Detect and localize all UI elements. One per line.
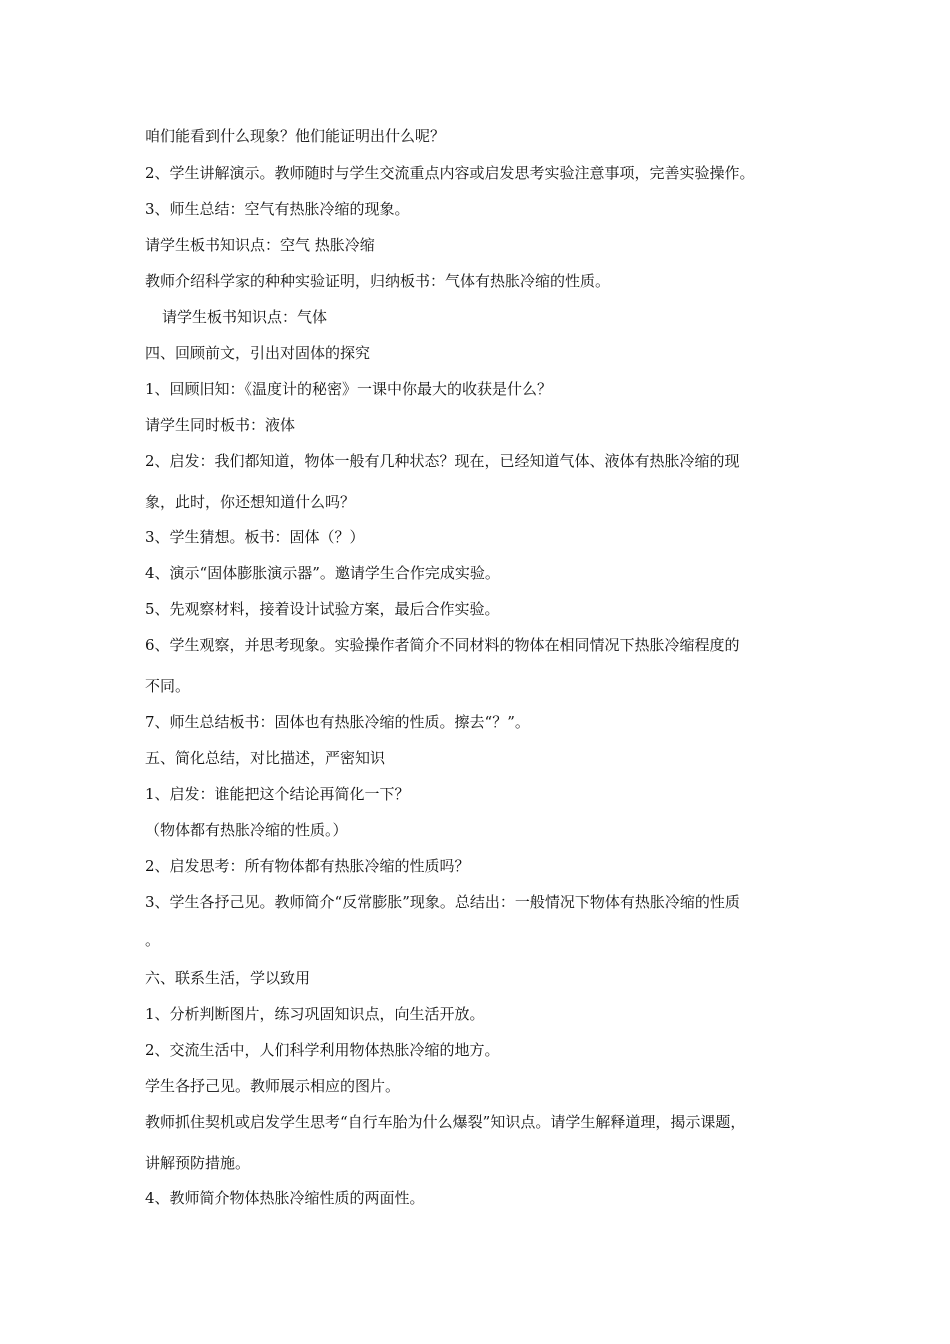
text-line: 2、交流生活中，人们科学利用物体热胀冷缩的地方。 [145,1041,500,1059]
text-line: 咱们能看到什么现象？他们能证明出什么呢？ [145,127,446,145]
section-heading: 五、简化总结，对比描述，严密知识 [145,749,386,767]
text-line: 3、学生猜想。板书：固体（？） [145,528,365,546]
text-line: 4、演示“固体膨胀演示器”。邀请学生合作完成实验。 [145,564,500,582]
text-line: 学生各抒己见。教师展示相应的图片。 [145,1077,401,1095]
text-line: 。 [145,931,161,949]
text-line: 请学生板书知识点：气体 [162,308,328,326]
text-line: 象，此时，你还想知道什么吗？ [145,493,356,511]
section-heading: 六、联系生活，学以致用 [145,969,311,987]
text-line: 5、先观察材料，接着设计试验方案，最后合作实验。 [145,600,500,618]
text-line: 1、分析判断图片，练习巩固知识点，向生活开放。 [145,1005,485,1023]
text-line: 教师介绍科学家的种种实验证明，归纳板书：气体有热胀冷缩的性质。 [145,272,611,290]
text-line: 2、学生讲解演示。教师随时与学生交流重点内容或启发思考实验注意事项，完善实验操作。 [145,164,755,182]
section-heading: 四、回顾前文，引出对固体的探究 [145,344,371,362]
text-line: 6、学生观察，并思考现象。实验操作者简介不同材料的物体在相同情况下热胀冷缩程度的 [145,636,740,654]
text-line: 请学生板书知识点：空气 热胀冷缩 [145,236,375,254]
text-line: 3、师生总结：空气有热胀冷缩的现象。 [145,200,410,218]
text-line: 请学生同时板书：液体 [145,416,296,434]
text-line: 1、回顾旧知：《温度计的秘密》一课中你最大的收获是什么？ [145,380,553,398]
text-line: 不同。 [145,677,191,695]
text-line: 2、启发：我们都知道，物体一般有几种状态？现在，已经知道气体、液体有热胀冷缩的现 [145,452,740,470]
text-line: 教师抓住契机或启发学生思考“自行车胎为什么爆裂”知识点。请学生解释道理，揭示课题， [145,1113,746,1131]
text-line: 2、启发思考：所有物体都有热胀冷缩的性质吗？ [145,857,470,875]
text-line: （物体都有热胀冷缩的性质。） [145,821,348,839]
text-line: 4、教师简介物体热胀冷缩性质的两面性。 [145,1189,425,1207]
text-line: 7、师生总结板书：固体也有热胀冷缩的性质。擦去“？”。 [145,713,530,731]
text-line: 3、学生各抒己见。教师简介“反常膨胀”现象。总结出：一般情况下物体有热胀冷缩的性质 [145,893,740,911]
text-line: 讲解预防措施。 [145,1154,251,1172]
text-line: 1、启发：谁能把这个结论再简化一下？ [145,785,410,803]
